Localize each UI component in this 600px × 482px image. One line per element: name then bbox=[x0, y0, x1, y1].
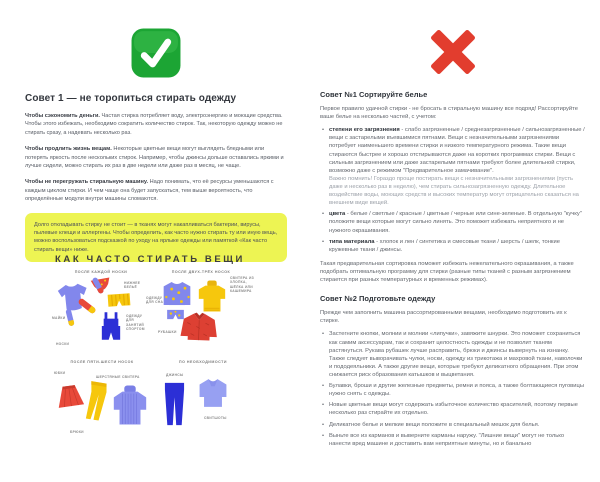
advice-paragraph bbox=[25, 145, 287, 170]
list-text: Булавки, броши и другие железные предметы, ремни и пояса, а также болтающиеся пуговицы нужно снять с одежды. bbox=[329, 383, 584, 398]
group-title: ПОСЛЕ ДВУХ-ТРЁХ НОСОК bbox=[171, 270, 231, 274]
section-intro: Первое правило удачной стирки - не бросать в стиральную машину все подряд! Рассортируйте ваше белье на несколько частей, с учетом: bbox=[320, 106, 578, 121]
cotton-sweater-illustration bbox=[196, 279, 228, 313]
list-text: - белые / светлые / красные / цветные / черные или сине-зеленые. В отдельную "кучку" положите вещи которые могут сильно линять. Это поможет избежать неприятного и не нужного окрашивания. bbox=[329, 211, 582, 234]
checkmark-icon-wrap bbox=[25, 26, 287, 80]
sportwear-label: ОДЕЖДУ ДЛЯ ЗАНЯТИЙ СПОРТОМ bbox=[126, 314, 145, 332]
list-text: - слабо загрязненные / среднезагрязненные / сильнозагрязненные / вещи с застарелыми въевшимися пятнами. Вещи с незначительными загрязнениями потребует наименьшего времени стирки и низкого температурного режима. Такие вещи стираются быстрее и хорошо отстирываются даже на коротких программах стирки. Вещи с сильным загрязнением или даже застарелыми пятнами требуют более длительной стирки, возможно даже с режимом "Предварительное замачивание". bbox=[329, 127, 585, 174]
callout-text: Долго откладывать стирку не стоит — в тканях могут накапливаться бактерии, вирусы, пылевые клещи и аллергены. Чтобы определить, как часто нужно стирать ту или иную вещь, можно воспользоваться подсказкой по уходу на ярлыке одежды или памяткой «Как часто стирать вещи» ниже. bbox=[34, 221, 278, 253]
list-note: Важно помнить! Гораздо проще постирать вещи с незначительными загрязнениями (пусть даже и несколько раз в неделю), чем стирать сильнозагрязненную одежду. Длительное воздействие воды, моющих средств и высоких температур могут отрицательно сказаться на внешнем виде вещей. bbox=[329, 175, 579, 207]
socks-label: НОСКИ bbox=[56, 342, 70, 346]
trousers-illustration bbox=[81, 378, 111, 423]
group-after-five-six-wears bbox=[50, 360, 154, 442]
underwear-label: НИЖНЕЕ БЕЛЬЁ bbox=[124, 281, 141, 290]
wool-sweater-illustration bbox=[110, 384, 150, 426]
list-term: степени его загрязнения bbox=[329, 127, 400, 134]
sport-overalls-illustration bbox=[100, 310, 122, 342]
bad-example-page bbox=[300, 0, 600, 482]
wash-frequency-infographic bbox=[0, 248, 300, 482]
cross-icon-wrap bbox=[320, 24, 585, 80]
group-after-two-three-wears bbox=[146, 270, 256, 356]
list-item bbox=[329, 382, 585, 398]
advice-paragraph bbox=[25, 112, 287, 137]
paragraph-lead: Чтобы продлить жизнь вещам. bbox=[25, 146, 112, 153]
tshirts-label: МАЙКИ bbox=[52, 316, 66, 320]
sleepwear-label: ОДЕЖДУ ДЛЯ СНА bbox=[146, 296, 164, 305]
section-heading: Совет №2 Подготовьте одежду bbox=[320, 294, 436, 304]
shirt-illustration bbox=[177, 311, 220, 342]
preparation-list bbox=[320, 330, 585, 447]
list-text: Новые цветные вещи могут содержать избыточное количество красителей, поэтому первые несколько раз стирайте их отдельно. bbox=[329, 402, 578, 417]
group-after-each-wear bbox=[50, 270, 152, 356]
skirt-illustration bbox=[53, 382, 86, 410]
paragraph-body: Надо понимать, что её ресурсы уменьшаются с каждым циклом стирки. И чем чаще она будет запускаться, тем выше вероятность, что определённые модули внутри машины сломаются. bbox=[25, 179, 274, 203]
group-as-needed bbox=[152, 360, 254, 442]
advice-paragraph bbox=[25, 178, 287, 203]
pajama-top-illustration bbox=[161, 280, 193, 307]
sweatshirts-label: СВИТШОТЫ bbox=[204, 416, 227, 420]
list-text: Выньте все из карманов и выверните карманы наружу. "Лишние вещи" могут не только нанести вред машине и доставить вам неприятные минуты, но и банально bbox=[329, 432, 565, 447]
sweaters-label: СВИТЕРА ИЗ ХЛОПКА, ШЁЛКА ИЛИ КАШЕМИРА bbox=[230, 276, 254, 294]
list-text: Деликатное белье и мелкие вещи положите в специальный мешок для белья. bbox=[329, 421, 540, 428]
sorting-criteria-list bbox=[320, 126, 585, 254]
list-term: цвета bbox=[329, 211, 346, 218]
list-item bbox=[329, 421, 585, 429]
list-item bbox=[329, 401, 585, 417]
jeans-label: ДЖИНСЫ bbox=[166, 373, 184, 377]
group-title: ПОСЛЕ ПЯТИ-ШЕСТИ НОСОК bbox=[70, 360, 134, 364]
good-example-content bbox=[0, 26, 300, 262]
list-item bbox=[329, 210, 585, 234]
shorts-illustration bbox=[105, 291, 132, 309]
group-title: ПО НЕОБХОДИМОСТИ bbox=[179, 360, 227, 364]
list-item bbox=[329, 238, 585, 254]
group-title: ПОСЛЕ КАЖДОЙ НОСКИ bbox=[74, 270, 128, 274]
section-outro: Такая предварительная сортировка поможет избежать нежелательного окрашивания, а также подобрать оптимальную программу для стирки (разные типы тканей с разным загрязнением стирается при разных температурных и временных режимах). bbox=[320, 260, 574, 284]
list-item bbox=[329, 330, 585, 379]
cross-mark-icon bbox=[425, 24, 481, 80]
list-term: типа материала bbox=[329, 238, 375, 245]
trousers-label: БРЮКИ bbox=[70, 430, 84, 434]
list-text: Застегните кнопки, молнии и молнии «липучки», завяжите шнурки. Это поможет сохраниться как самим аксессуарам, так и сохранит целостность одежды и не позволит тканям растянуться. Рукава рубашек лучше расправить, брюки и джинсы вывернуть на изнанку. Также следует выворачивать чулки, носки, одежду из трикотажа и махровой ткани, наволочки и пододеяльники. А также другие вещи, которые требуют деликатного обращения. При этом снижается риск образования катышков и выцветания. bbox=[329, 331, 583, 378]
jeans-illustration bbox=[162, 381, 187, 427]
list-text: - хлопок и лен / синтетика и смесовые ткани / шерсть / шелк, тонкие кружевные ткани / джинсы. bbox=[329, 238, 560, 253]
infographic-title: КАК ЧАСТО СТИРАТЬ ВЕЩИ bbox=[55, 254, 245, 265]
paragraph-lead: Чтобы не перегружать стиральную машину. bbox=[25, 179, 149, 186]
skirts-label: ЮБКИ bbox=[54, 371, 66, 375]
list-item bbox=[329, 126, 585, 207]
bad-example-content bbox=[300, 24, 600, 448]
check-mark-icon bbox=[129, 26, 183, 80]
list-item bbox=[329, 432, 585, 448]
sweatshirt-illustration bbox=[196, 377, 230, 409]
shirts-label: РУБАШКИ bbox=[158, 330, 177, 334]
wool-sweaters-label: ШЕРСТЯНЫЕ СВИТЕРА bbox=[96, 375, 140, 379]
section-heading: Совет №1 Сортируйте белье bbox=[320, 90, 428, 99]
paragraph-lead: Чтобы сэкономить деньги. bbox=[25, 113, 100, 119]
section-intro: Прежде чем заполнить машина рассортированными вещами, необходимо подготовить их к стирке. bbox=[320, 310, 567, 325]
paragraph-body: Частая стирка потребляет воду, электроэнергию и моющие средства. Чтобы этого избежать, необходимо сократить количество стирок. Так, некоторую одежду можно не стирать сразу, а надевать несколько раз. bbox=[25, 113, 283, 136]
paragraph-body: Некоторые цветные вещи могут выглядеть бледными или потерять яркость после нескольких стирок. Например, чтобы джинсы дольше оставались яркими и лучше сидели, можно стирать их раз в две недели или даже раз в месяц, не чаще. bbox=[25, 146, 284, 169]
page-title: Совет 1 — не торопиться стирать одежду bbox=[25, 93, 237, 104]
